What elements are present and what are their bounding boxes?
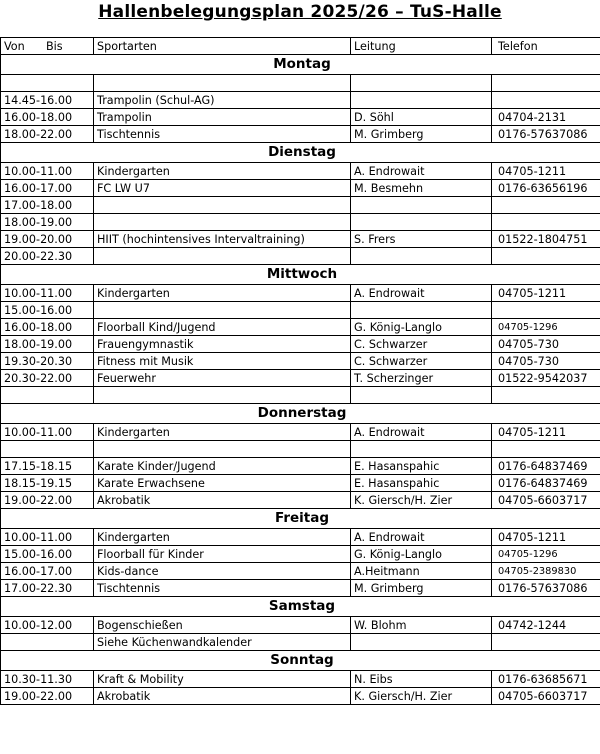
cell-sport: [94, 441, 351, 458]
schedule-row: [1, 424, 600, 441]
cell-leitung: E. Hasanspahic: [351, 458, 492, 475]
document-title: Hallenbelegungsplan 2025/26 – TuS-Halle: [98, 2, 502, 22]
header-row: [1, 38, 600, 55]
cell-time: 15.00-16.00: [1, 302, 94, 319]
cell-time: 19.00-22.00: [1, 492, 94, 509]
cell-sport: Akrobatik: [94, 492, 351, 509]
cell-telefon: 0176-57637086: [492, 126, 600, 143]
cell-time: 10.00-11.00: [1, 285, 94, 302]
cell-sport: Floorball für Kinder: [94, 546, 351, 563]
cell-sport: Akrobatik: [94, 688, 351, 705]
cell-time: 10.00-11.00: [1, 529, 94, 546]
cell-telefon: 04742-1244: [492, 617, 600, 634]
day-header-row: [1, 143, 600, 163]
cell-sport: Kindergarten: [94, 163, 351, 180]
cell-leitung: G. König-Langlo: [351, 546, 492, 563]
cell-leitung: A. Endrowait: [351, 424, 492, 441]
cell-telefon: 0176-64837469: [492, 458, 600, 475]
cell-time: 10.30-11.30: [1, 671, 94, 688]
cell-telefon: 04705-6603717: [492, 688, 600, 705]
cell-time: 19.30-20.30: [1, 353, 94, 370]
cell-telefon: 01522-9542037: [492, 370, 600, 387]
header-sport: Sportarten: [94, 38, 351, 55]
cell-telefon: 04705-1211: [492, 529, 600, 546]
cell-time: 16.00-17.00: [1, 180, 94, 197]
cell-leitung: C. Schwarzer: [351, 353, 492, 370]
schedule-row: [1, 109, 600, 126]
cell-telefon: 01522-1804751: [492, 231, 600, 248]
cell-sport: Kraft & Mobility: [94, 671, 351, 688]
cell-leitung: N. Eibs: [351, 671, 492, 688]
header-leitung: Leitung: [351, 38, 492, 55]
schedule-row: [1, 302, 600, 319]
schedule-row: [1, 580, 600, 597]
day-header-row: [1, 404, 600, 424]
schedule-row: [1, 353, 600, 370]
cell-leitung: [351, 214, 492, 231]
cell-time: 15.00-16.00: [1, 546, 94, 563]
schedule-row: [1, 563, 600, 580]
cell-leitung: [351, 302, 492, 319]
day-header-row: [1, 509, 600, 529]
schedule-row: [1, 163, 600, 180]
schedule-row: [1, 231, 600, 248]
schedule-row: [1, 285, 600, 302]
cell-leitung: [351, 92, 492, 109]
cell-telefon: 04704-2131: [492, 109, 600, 126]
cell-leitung: [351, 75, 492, 92]
cell-time: 14.45-16.00: [1, 92, 94, 109]
cell-leitung: A. Endrowait: [351, 285, 492, 302]
day-header-row: [1, 651, 600, 671]
cell-sport: Bogenschießen: [94, 617, 351, 634]
cell-telefon: [492, 248, 600, 265]
schedule-row: [1, 634, 600, 651]
cell-sport: Trampolin (Schul-AG): [94, 92, 351, 109]
schedule-row: [1, 75, 600, 92]
cell-time: 19.00-20.00: [1, 231, 94, 248]
cell-telefon: 04705-2389830: [492, 563, 600, 580]
cell-sport: Kindergarten: [94, 424, 351, 441]
cell-sport: Kids-dance: [94, 563, 351, 580]
cell-telefon: 04705-1211: [492, 285, 600, 302]
cell-leitung: W. Blohm: [351, 617, 492, 634]
cell-time: [1, 634, 94, 651]
day-name: Mittwoch: [1, 265, 600, 285]
document-title-wrap: [0, 2, 600, 32]
cell-sport: Karate Erwachsene: [94, 475, 351, 492]
cell-sport: Fitness mit Musik: [94, 353, 351, 370]
day-header-row: [1, 265, 600, 285]
cell-leitung: T. Scherzinger: [351, 370, 492, 387]
cell-leitung: M. Grimberg: [351, 580, 492, 597]
schedule-row: [1, 214, 600, 231]
cell-telefon: 04705-730: [492, 353, 600, 370]
schedule-row: [1, 671, 600, 688]
schedule-row: [1, 546, 600, 563]
cell-telefon: [492, 214, 600, 231]
cell-leitung: K. Giersch/H. Zier: [351, 492, 492, 509]
schedule-body: [1, 38, 600, 705]
cell-time: 17.00-22.30: [1, 580, 94, 597]
schedule-row: [1, 387, 600, 404]
day-name: Dienstag: [1, 143, 600, 163]
cell-sport: Trampolin: [94, 109, 351, 126]
cell-telefon: [492, 387, 600, 404]
cell-telefon: [492, 441, 600, 458]
cell-sport: [94, 302, 351, 319]
cell-leitung: E. Hasanspahic: [351, 475, 492, 492]
header-telefon: Telefon: [492, 38, 600, 55]
cell-time: 19.00-22.00: [1, 688, 94, 705]
schedule-row: [1, 529, 600, 546]
cell-sport: Frauengymnastik: [94, 336, 351, 353]
cell-sport: Tischtennis: [94, 580, 351, 597]
cell-time: 18.00-22.00: [1, 126, 94, 143]
cell-telefon: [492, 302, 600, 319]
cell-leitung: K. Giersch/H. Zier: [351, 688, 492, 705]
cell-time: 16.00-18.00: [1, 109, 94, 126]
cell-telefon: 0176-64837469: [492, 475, 600, 492]
schedule-row: [1, 475, 600, 492]
cell-leitung: A. Endrowait: [351, 163, 492, 180]
cell-telefon: [492, 92, 600, 109]
cell-sport: Kindergarten: [94, 285, 351, 302]
day-name: Montag: [1, 55, 600, 75]
header-bis: Bis: [46, 39, 63, 53]
schedule-row: [1, 458, 600, 475]
schedule-row: [1, 336, 600, 353]
cell-time: 20.00-22.30: [1, 248, 94, 265]
cell-time: 17.00-18.00: [1, 197, 94, 214]
schedule-row: [1, 617, 600, 634]
cell-leitung: [351, 387, 492, 404]
cell-sport: [94, 248, 351, 265]
schedule-row: [1, 92, 600, 109]
cell-time: 16.00-18.00: [1, 319, 94, 336]
cell-telefon: 04705-1211: [492, 163, 600, 180]
day-name: Samstag: [1, 597, 600, 617]
cell-time: 10.00-12.00: [1, 617, 94, 634]
cell-sport: [94, 387, 351, 404]
cell-telefon: 0176-57637086: [492, 580, 600, 597]
cell-time: 10.00-11.00: [1, 424, 94, 441]
cell-telefon: [492, 197, 600, 214]
cell-time: 20.30-22.00: [1, 370, 94, 387]
schedule-row: [1, 248, 600, 265]
cell-sport: FC LW U7: [94, 180, 351, 197]
cell-telefon: 04705-1211: [492, 424, 600, 441]
cell-sport: Feuerwehr: [94, 370, 351, 387]
cell-sport: Kindergarten: [94, 529, 351, 546]
cell-time: [1, 387, 94, 404]
schedule-row: [1, 441, 600, 458]
cell-time: [1, 441, 94, 458]
schedule-row: [1, 180, 600, 197]
cell-sport: Siehe Küchenwandkalender: [94, 634, 351, 651]
cell-leitung: [351, 248, 492, 265]
cell-sport: Tischtennis: [94, 126, 351, 143]
cell-telefon: 0176-63685671: [492, 671, 600, 688]
header-time: [1, 38, 94, 55]
cell-sport: [94, 75, 351, 92]
cell-sport: Floorball Kind/Jugend: [94, 319, 351, 336]
cell-time: 16.00-17.00: [1, 563, 94, 580]
cell-time: [1, 75, 94, 92]
cell-sport: Karate Kinder/Jugend: [94, 458, 351, 475]
cell-time: 18.00-19.00: [1, 214, 94, 231]
cell-sport: [94, 197, 351, 214]
cell-leitung: [351, 197, 492, 214]
schedule-table: [0, 37, 600, 705]
cell-telefon: 04705-1296: [492, 546, 600, 563]
cell-leitung: A.Heitmann: [351, 563, 492, 580]
schedule-row: [1, 197, 600, 214]
cell-leitung: M. Besmehn: [351, 180, 492, 197]
schedule-row: [1, 688, 600, 705]
cell-time: 18.00-19.00: [1, 336, 94, 353]
cell-time: 17.15-18.15: [1, 458, 94, 475]
cell-telefon: 04705-1296: [492, 319, 600, 336]
cell-leitung: D. Söhl: [351, 109, 492, 126]
header-von: Von: [4, 39, 25, 53]
cell-leitung: C. Schwarzer: [351, 336, 492, 353]
cell-telefon: [492, 75, 600, 92]
day-header-row: [1, 597, 600, 617]
cell-leitung: [351, 634, 492, 651]
cell-leitung: G. König-Langlo: [351, 319, 492, 336]
cell-telefon: 0176-63656196: [492, 180, 600, 197]
cell-telefon: 04705-730: [492, 336, 600, 353]
schedule-row: [1, 370, 600, 387]
schedule-row: [1, 319, 600, 336]
cell-telefon: 04705-6603717: [492, 492, 600, 509]
cell-leitung: M. Grimberg: [351, 126, 492, 143]
day-name: Freitag: [1, 509, 600, 529]
cell-sport: HIIT (hochintensives Intervaltraining): [94, 231, 351, 248]
cell-leitung: [351, 441, 492, 458]
day-name: Sonntag: [1, 651, 600, 671]
cell-telefon: [492, 634, 600, 651]
cell-time: 18.15-19.15: [1, 475, 94, 492]
schedule-row: [1, 126, 600, 143]
day-name: Donnerstag: [1, 404, 600, 424]
schedule-row: [1, 492, 600, 509]
cell-leitung: S. Frers: [351, 231, 492, 248]
day-header-row: [1, 55, 600, 75]
cell-leitung: A. Endrowait: [351, 529, 492, 546]
cell-sport: [94, 214, 351, 231]
cell-time: 10.00-11.00: [1, 163, 94, 180]
